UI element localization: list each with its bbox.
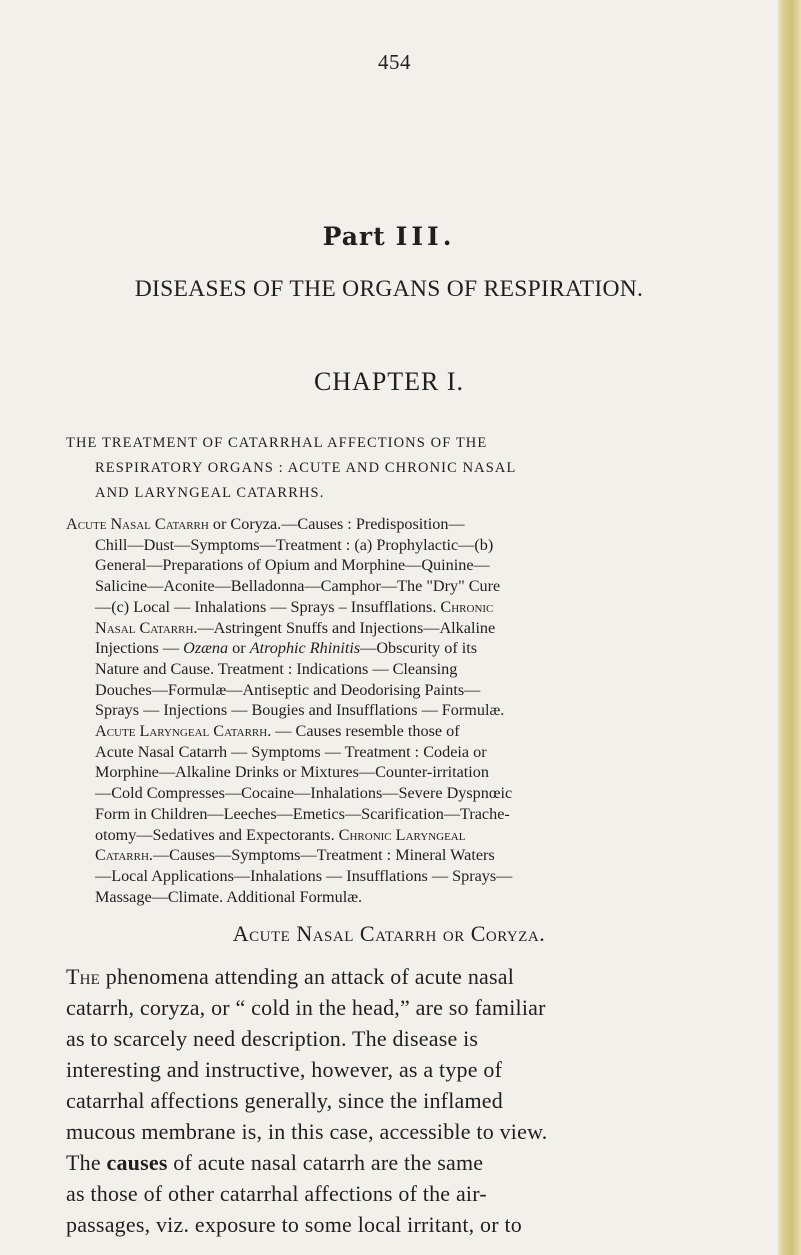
body-line: The causes of acute nasal catarrh are the same	[66, 1150, 484, 1175]
lead-word: The	[66, 964, 101, 989]
page-number: 454	[378, 50, 411, 74]
body-line: interesting and instructive, however, as a type of	[66, 1057, 503, 1082]
synopsis-topic: Acute Laryngeal Catarrh	[95, 722, 268, 741]
body-paragraph	[66, 961, 716, 1240]
part-prefix: Part	[322, 222, 386, 251]
synopsis-line: Acute Nasal Catarrh or Coryza.—Causes : Predisposition—	[66, 515, 465, 533]
chapter-title	[66, 431, 716, 506]
body-line: passages, viz. exposure to some local irritant, or to	[66, 1212, 522, 1237]
chapter-title-line: THE TREATMENT OF CATARRHAL AFFECTIONS OF THE	[66, 435, 488, 451]
body-line: The phenomena attending an attack of acute nasal	[66, 964, 515, 989]
page-edge	[778, 0, 801, 1255]
synopsis-line: Catarrh.—Causes—Symptoms—Treatment : Mineral Waters	[95, 846, 495, 865]
body-line: catarrh, coryza, or “ cold in the head,” are so familiar	[66, 995, 546, 1020]
synopsis-line: Injections — Ozæna or Atrophic Rhinitis—Obscurity of its	[95, 639, 478, 658]
synopsis-line: Morphine—Alkaline Drinks or Mixtures—Counter-irritation	[95, 763, 489, 782]
synopsis-line: Chill—Dust—Symptoms—Treatment : (a) Prophylactic—(b)	[95, 535, 494, 554]
synopsis-line: Acute Laryngeal Catarrh. — Causes resemble those of	[95, 722, 460, 741]
synopsis-line: Salicine—Aconite—Belladonna—Camphor—The "Dry" Cure	[95, 577, 501, 596]
synopsis-line: Massage—Climate. Additional Formulæ.	[95, 887, 363, 906]
synopsis-topic: Chronic	[440, 597, 494, 616]
synopsis-line: Nature and Cause. Treatment : Indications — Cleansing	[95, 659, 458, 678]
synopsis-line: Nasal Catarrh.—Astringent Snuffs and Injections—Alkaline	[95, 618, 496, 637]
section-subheading: Acute Nasal Catarrh or Coryza.	[232, 921, 546, 946]
part-title	[0, 222, 778, 251]
synopsis-topic: Acute Nasal Catarrh	[66, 515, 209, 533]
body-line: as to scarcely need description. The disease is	[66, 1026, 479, 1051]
part-number: III.	[395, 222, 456, 251]
body-line: as those of other catarrhal affections of the air-	[66, 1181, 487, 1206]
emphasis: causes	[106, 1150, 168, 1175]
synopsis-topic: Catarrh	[95, 846, 149, 865]
synopsis-line: Douches—Formulæ—Antiseptic and Deodorising Paints—	[95, 680, 481, 699]
section-heading: DISEASES OF THE ORGANS OF RESPIRATION.	[134, 276, 644, 302]
body-line: mucous membrane is, in this case, accessible to view.	[66, 1119, 548, 1144]
chapter-synopsis	[66, 514, 716, 907]
synopsis-line: Sprays — Injections — Bougies and Insufflations — Formulæ.	[95, 701, 505, 720]
synopsis-line: —Local Applications—Inhalations — Insufflations — Sprays—	[95, 866, 513, 885]
chapter-title-line: AND LARYNGEAL CATARRHS.	[95, 485, 325, 501]
synopsis-line: —(c) Local — Inhalations — Sprays – Insufflations. Chronic	[95, 597, 494, 616]
chapter-heading: CHAPTER I.	[313, 367, 465, 396]
body-line: catarrhal affections generally, since the inflamed	[66, 1088, 503, 1113]
synopsis-line: Acute Nasal Catarrh — Symptoms — Treatment : Codeia or	[95, 742, 487, 761]
synopsis-line: otomy—Sedatives and Expectorants. Chronic Laryngeal	[95, 825, 466, 844]
synopsis-line: General—Preparations of Opium and Morphine—Quinine—	[95, 556, 490, 575]
synopsis-line: —Cold Compresses—Cocaine—Inhalations—Severe Dyspnœic	[95, 784, 513, 803]
synopsis-topic: Chronic Laryngeal	[338, 825, 466, 844]
synopsis-line: Form in Children—Leeches—Emetics—Scarification—Trache-	[95, 804, 510, 823]
synopsis-topic: Nasal Catarrh	[95, 618, 194, 637]
chapter-title-line: RESPIRATORY ORGANS : ACUTE AND CHRONIC NASAL	[95, 460, 517, 476]
